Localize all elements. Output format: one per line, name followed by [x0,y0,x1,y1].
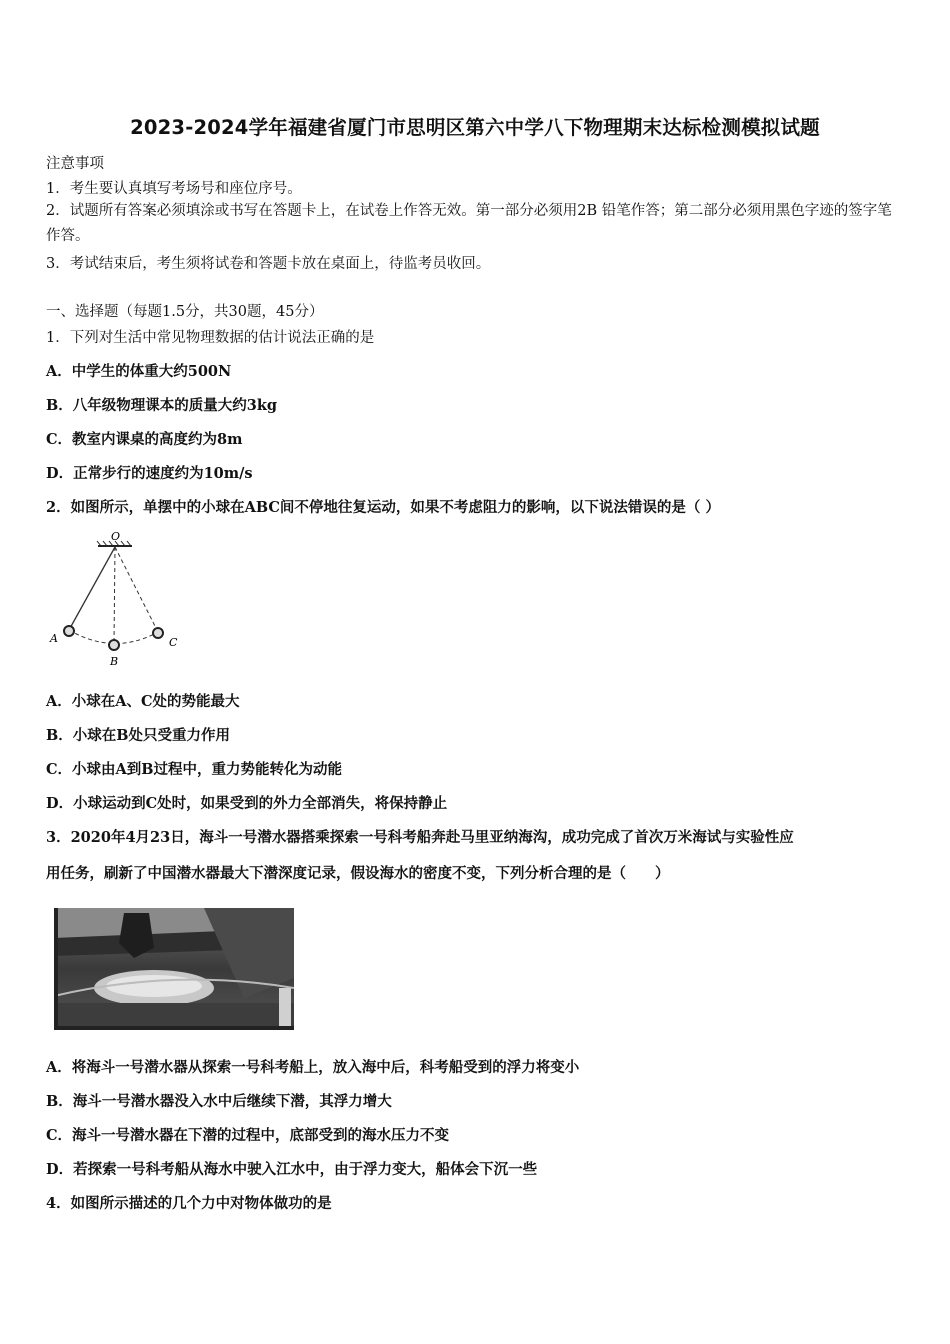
option[interactable]: D．小球运动到C处时，如果受到的外力全部消失，将保持静止 [46,795,448,812]
label-b: B [110,655,119,668]
pendulum-figure [46,532,196,672]
question-stem: 3．2020年4月23日，海斗一号潜水器搭乘探索一号科考船奔赴马里亚纳海沟，成功完成了首次万米海试与实验性应 [46,829,794,846]
option[interactable]: B．小球在B处只受重力作用 [46,727,231,744]
option[interactable]: A．将海斗一号潜水器从探索一号科考船上，放入海中后，科考船受到的浮力将变小 [46,1059,580,1076]
notice-item: 1．考生要认真填写考场号和座位序号。 [46,181,302,197]
option[interactable]: D．正常步行的速度约为10m/s [46,465,253,482]
option[interactable]: A．小球在A、C处的势能最大 [46,693,240,710]
ball-b [109,640,119,650]
option[interactable]: B．海斗一号潜水器没入水中后继续下潜，其浮力增大 [46,1093,392,1110]
option[interactable]: C．教室内课桌的高度约为8m [46,431,243,448]
page-title: 2023-2024学年福建省厦门市思明区第六中学八下物理期末达标检测模拟试题 [130,116,820,139]
submersible-photo [54,908,294,1030]
question-stem: 1．下列对生活中常见物理数据的估计说法正确的是 [46,330,375,346]
question-stem: 4．如图所示描述的几个力中对物体做功的是 [46,1195,332,1212]
section-heading: 一、选择题（每题1.5分，共30题，45分） [46,304,324,320]
notice-item: 3．考试结束后，考生须将试卷和答题卡放在桌面上，待监考员收回。 [46,256,491,272]
label-o: O [111,532,121,543]
option[interactable]: B．八年级物理课本的质量大约3kg [46,397,278,414]
label-c: C [169,636,178,649]
option[interactable]: D．若探索一号科考船从海水中驶入江水中，由于浮力变大，船体会下沉一些 [46,1161,538,1178]
notice-heading: 注意事项 [46,156,104,172]
option[interactable]: C．海斗一号潜水器在下潜的过程中，底部受到的海水压力不变 [46,1127,450,1144]
question-stem: 用任务，刷新了中国潜水器最大下潜深度记录，假设海水的密度不变，下列分析合理的是（ ） [46,865,670,882]
ball-c [153,628,163,638]
ball-a [64,626,74,636]
option[interactable]: C．小球由A到B过程中，重力势能转化为动能 [46,761,343,778]
question-stem: 2．如图所示，单摆中的小球在ABC间不停地往复运动，如果不考虑阻力的影响，以下说法错误的是（ ） [46,499,720,516]
notice-item: 2．试题所有答案必须填涂或书写在答题卡上，在试卷上作答无效。第一部分必须用2B 铅笔作答；第二部分必须用黑色字迹的签字笔作答。 [46,203,892,244]
label-a: A [50,632,58,645]
option[interactable]: A．中学生的体重大约500N [46,363,232,380]
